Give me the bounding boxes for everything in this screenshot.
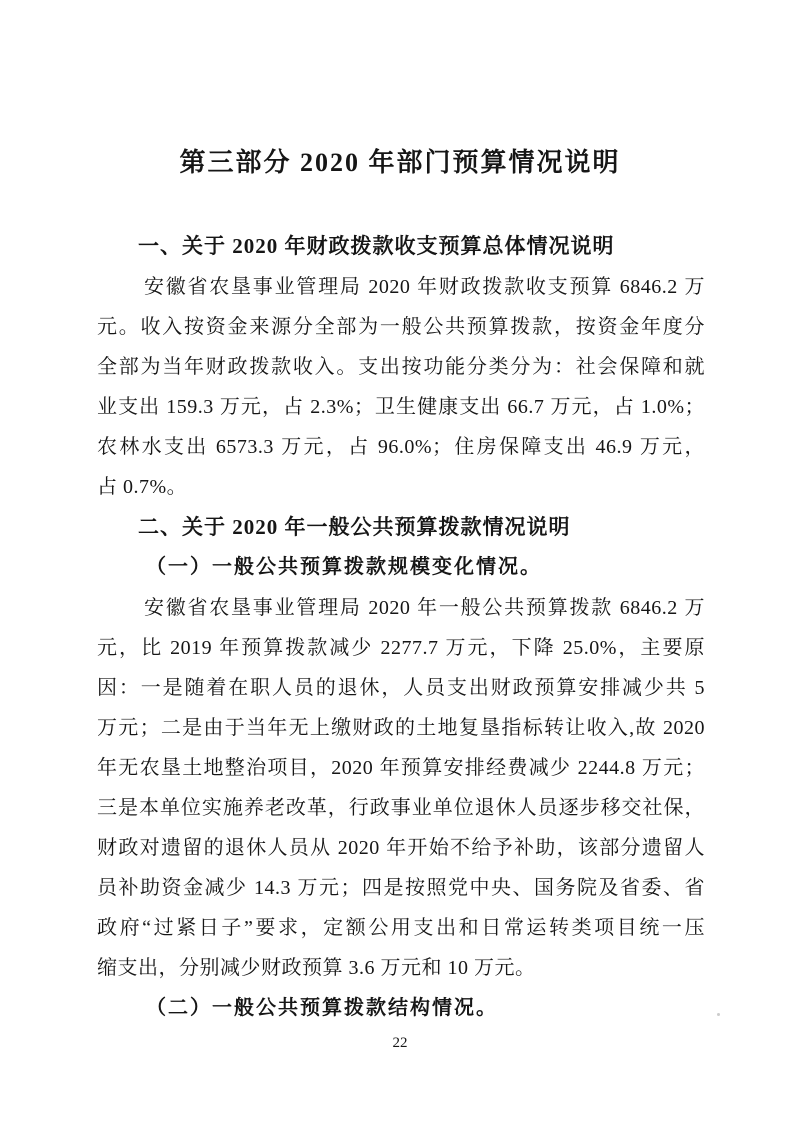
page-number: 22 xyxy=(392,1035,408,1051)
paragraph-line: 财政对遗留的退休人员从 2020 年开始不给予补助，该部分遗留人 xyxy=(97,837,705,859)
paragraph-line: 员补助资金减少 14.3 万元；四是按照党中央、国务院及省委、省 xyxy=(97,877,705,899)
paragraph-line: 政府“过紧日子”要求，定额公用支出和日常运转类项目统一压 xyxy=(97,917,705,939)
paragraph-line: 三是本单位实施养老改革，行政事业单位退休人员逐步移交社保， xyxy=(97,797,705,819)
paragraph-line: 业支出 159.3 万元，占 2.3%；卫生健康支出 66.7 万元，占 1.0%； xyxy=(97,396,705,418)
scan-speck xyxy=(717,1013,720,1016)
section-2-heading: 二、关于 2020 年一般公共预算拨款情况说明 xyxy=(138,515,571,539)
paragraph-line: 因：一是随着在职人员的退休，人员支出财政预算安排减少共 5 xyxy=(97,677,705,699)
paragraph-line: 缩支出，分别减少财政预算 3.6 万元和 10 万元。 xyxy=(97,957,536,979)
paragraph-line: 元，比 2019 年预算拨款减少 2277.7 万元，下降 25.0%，主要原 xyxy=(97,637,705,659)
paragraph-line: 农林水支出 6573.3 万元，占 96.0%；住房保障支出 46.9 万元， xyxy=(97,436,705,458)
paragraph-line: 元。收入按资金来源分全部为一般公共预算拨款，按资金年度分 xyxy=(97,316,705,338)
section-1-paragraph xyxy=(97,267,705,507)
paragraph-line: 万元；二是由于当年无上缴财政的土地复垦指标转让收入,故 2020 xyxy=(97,717,705,739)
paragraph-line: 安徽省农垦事业管理局 2020 年财政拨款收支预算 6846.2 万 xyxy=(144,276,705,298)
section-2-paragraph xyxy=(97,588,705,988)
paragraph-line: 安徽省农垦事业管理局 2020 年一般公共预算拨款 6846.2 万 xyxy=(144,597,705,619)
paragraph-line: 占 0.7%。 xyxy=(97,476,188,498)
paragraph-line: 年无农垦土地整治项目，2020 年预算安排经费减少 2244.8 万元； xyxy=(97,757,705,779)
subsection-1-heading: （一）一般公共预算拨款规模变化情况。 xyxy=(146,556,542,578)
subsection-2-heading: （二）一般公共预算拨款结构情况。 xyxy=(146,997,498,1019)
section-1-heading: 一、关于 2020 年财政拨款收支预算总体情况说明 xyxy=(138,234,615,258)
paragraph-line: 全部为当年财政拨款收入。支出按功能分类分为：社会保障和就 xyxy=(97,356,705,378)
document-title: 第三部分 2020 年部门预算情况说明 xyxy=(179,148,621,177)
